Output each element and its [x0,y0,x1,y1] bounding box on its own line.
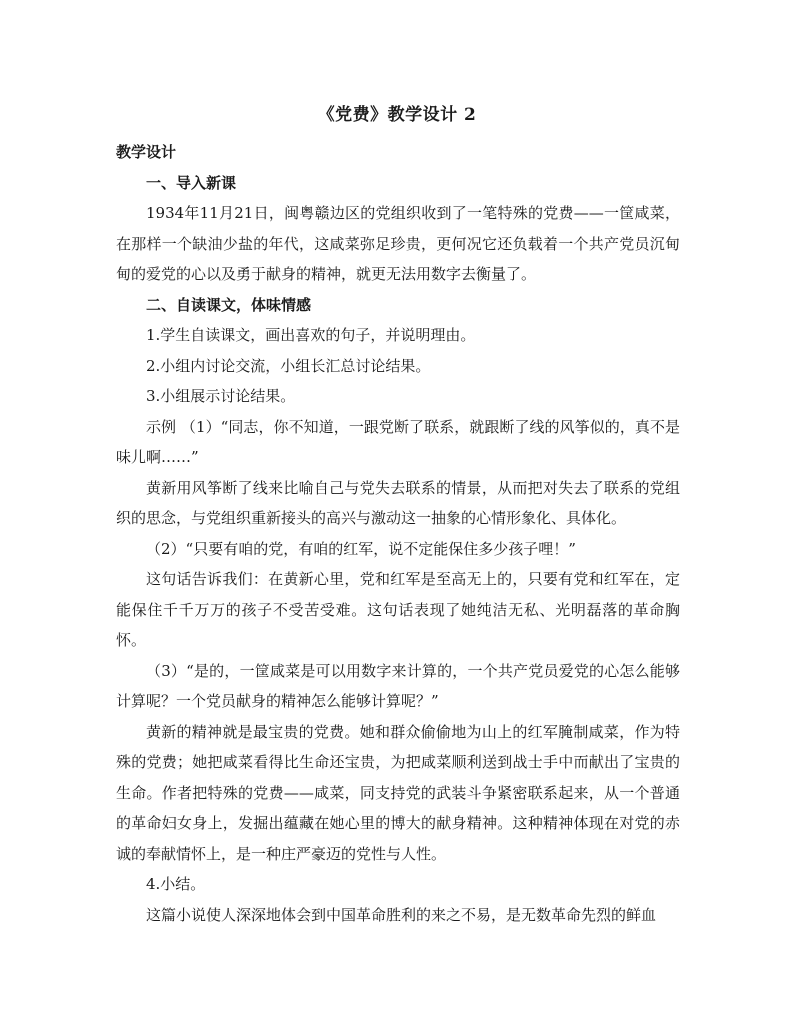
step-3: 3.小组展示讨论结果。 [146,387,296,405]
example-1: 示例 （1）“同志，你不知道，一跟党断了联系，就跟断了线的风筝似的，真不是味儿啊……” [116,417,680,466]
step-1: 1.学生自读课文，画出喜欢的句子，并说明理由。 [146,326,476,344]
section-label: 教学设计 [116,143,177,161]
heading-reading: 二、自读课文，体味情感 [146,295,312,314]
analysis-1: 黄新用风筝断了线来比喻自己与党失去联系的情景，从而把对失去了联系的党组织的思念，与党组织重新接头的高兴与激动这一抽象的心情形象化、具体化。 [116,478,680,527]
step-4: 4.小结。 [146,875,206,893]
page-title: 《党费》教学设计 2 [317,105,477,125]
paragraph-intro: 1934年11月21日，闽粤赣边区的党组织收到了一笔特殊的党费——一筐咸菜，在那样一个缺油少盐的年代，这咸菜弥足珍贵，更何况它还负载着一个共产党员沉甸甸的爱党的心以及勇于献身的精神，就更无法用数字去衡量了。 [116,204,680,283]
analysis-3: 黄新的精神就是最宝贵的党费。她和群众偷偷地为山上的红军腌制咸菜，作为特殊的党费；她把咸菜看得比生命还宝贵，为把咸菜顺利送到战士手中而献出了宝贵的生命。作者把特殊的党费——咸菜，同支持党的武装斗争紧密联系起来，从一个普通的革命妇女身上，发掘出蕴藏在她心里的博大的献身精神。这种精神体现在对党的赤诚的奉献情怀上，是一种庄严豪迈的党性与人性。 [116,722,680,863]
step-2: 2.小组内讨论交流，小组长汇总讨论结果。 [146,356,431,375]
document-body [116,137,680,930]
analysis-2: 这句话告诉我们：在黄新心里，党和红军是至高无上的，只要有党和红军在，定能保住千千万万的孩子不受苦受难。这句话表现了她纯洁无私、光明磊落的革命胸怀。 [116,570,680,649]
heading-intro: 一、导入新课 [146,173,237,192]
example-3: （3）“是的，一筐咸菜是可以用数字来计算的，一个共产党员爱党的心怎么能够计算呢？一个党员献身的精神怎么能够计算呢？” [116,661,680,710]
example-2: （2）“只要有咱的党，有咱的红军，说不定能保住多少孩子哩！” [146,539,576,558]
paragraph-summary: 这篇小说使人深深地体会到中国革命胜利的来之不易，是无数革命先烈的鲜血 [146,905,657,924]
